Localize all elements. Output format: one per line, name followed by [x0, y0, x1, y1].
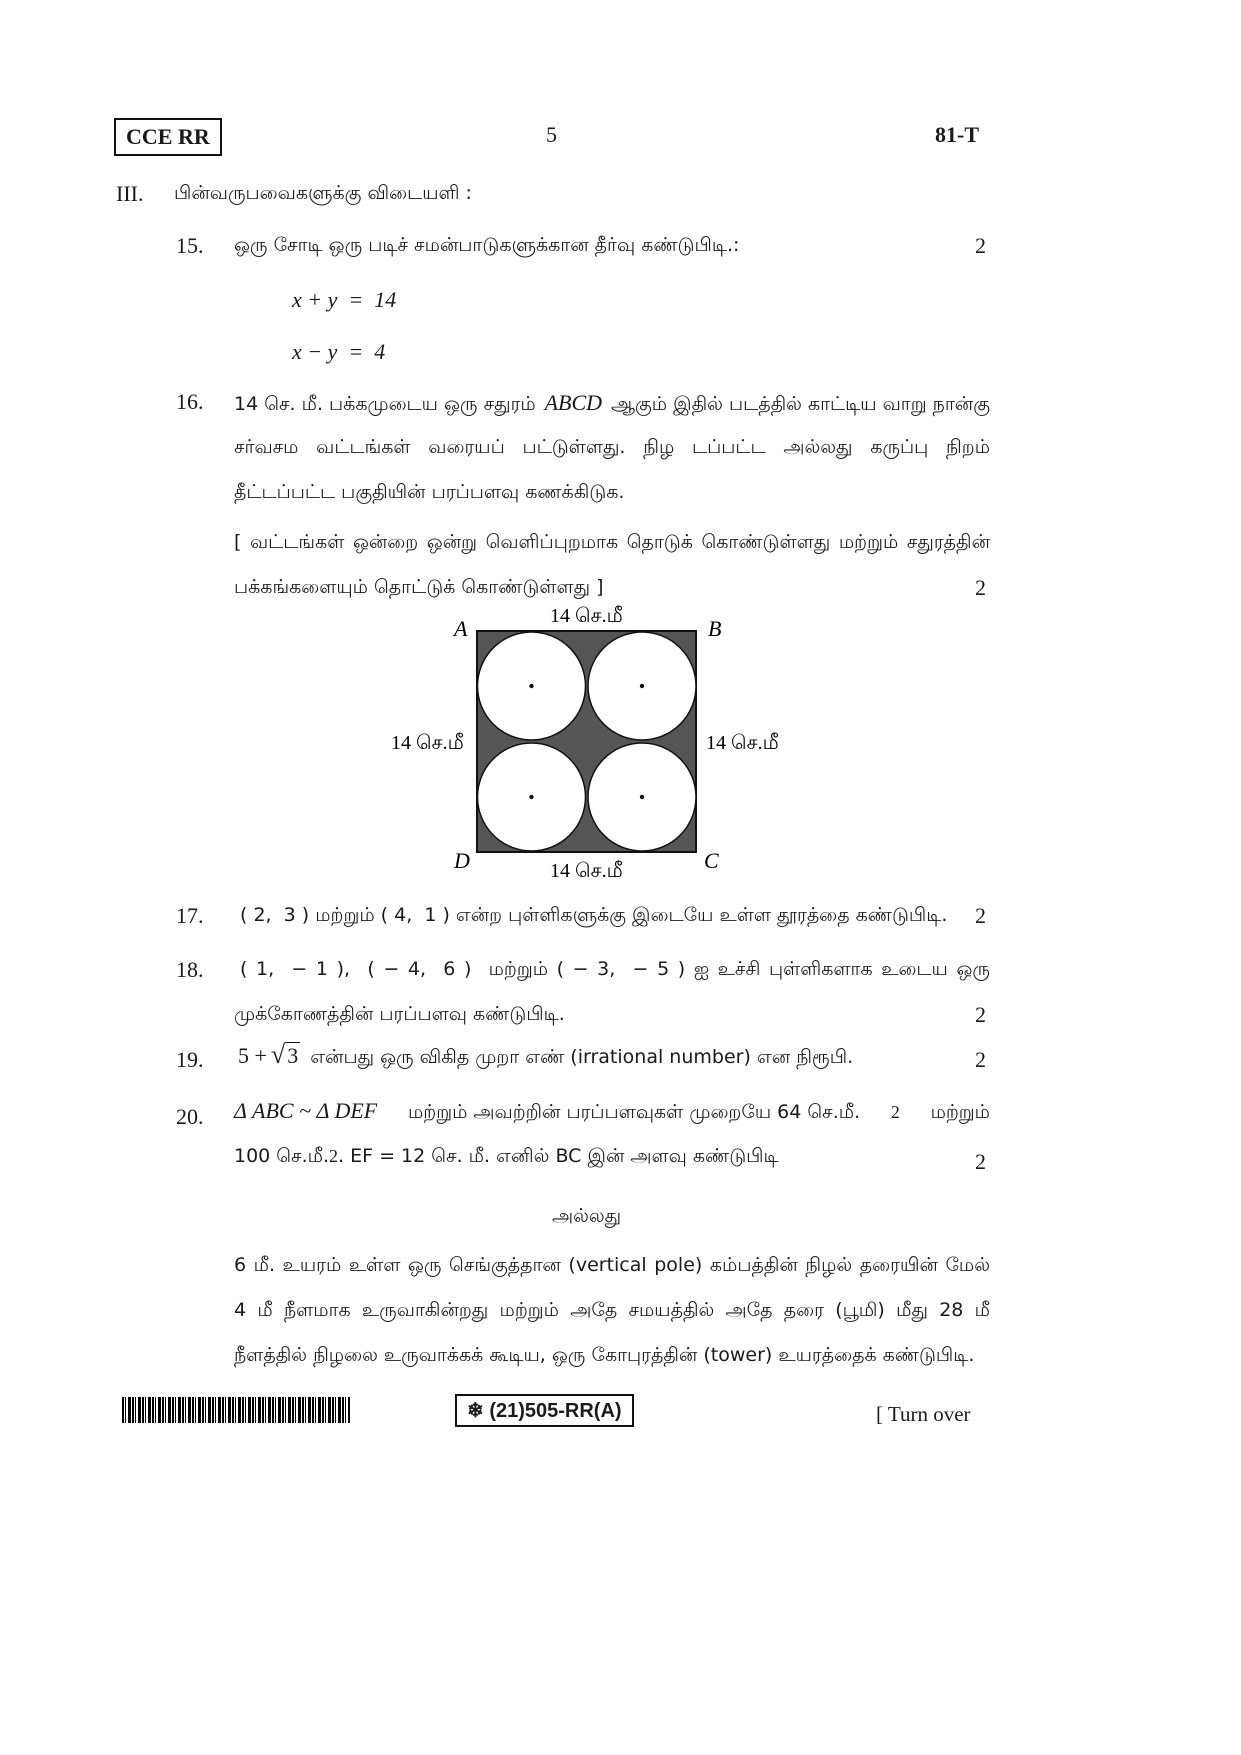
q16-line-3: தீட்டப்பட்ட பகுதியின் பரப்பளவு கணக்கிடுக. — [234, 481, 625, 503]
q16-marks: 2 — [975, 575, 986, 600]
q19-statement — [238, 1040, 853, 1071]
vertex-label-a: A — [454, 616, 468, 641]
barcode — [122, 1397, 350, 1423]
q20-line-1b: மற்றும் அவற்றின் பரப்பளவுகள் முறையே 64 செ.மீ. — [407, 1101, 861, 1123]
paper-code: 81-T — [935, 122, 979, 147]
q15-equation-1: x + y = 14 — [292, 287, 397, 312]
header-box-label: CCE RR — [114, 118, 222, 156]
side-label-right: 14 செ.மீ — [706, 732, 779, 754]
q16-line-1c: ஆகும் இதில் படத்தில் காட்டிய வாறு நான்கு — [610, 393, 990, 415]
q18-line-2: முக்கோணத்தின் பரப்பளவு கண்டுபிடி. — [234, 1003, 565, 1025]
q16-number: 16. — [176, 389, 204, 414]
q16-line-1 — [234, 390, 990, 418]
q16-line-4: [ வட்டங்கள் ஒன்றை ஒன்று வெளிப்புறமாக தொடுக் கொண்டுள்ளது மற்றும் சதுரத்தின் — [234, 531, 990, 553]
q20-superscript: 2 — [890, 1102, 900, 1122]
q19-number: 19. — [176, 1047, 204, 1072]
q18-marks: 2 — [975, 1002, 986, 1027]
side-label-top: 14 செ.மீ — [550, 605, 623, 627]
center-dot — [640, 684, 644, 688]
q15-text: ஒரு சோடி ஒரு படிச் சமன்பாடுகளுக்கான தீர்வு கண்டுபிடி.: — [234, 234, 740, 256]
q20-line-1c: மற்றும் — [930, 1101, 990, 1123]
vertex-label-b: B — [708, 616, 722, 641]
q16-square-label: ABCD — [544, 390, 603, 415]
or-label: அல்லது — [552, 1205, 622, 1227]
q20-alt-line-1: 6 மீ. உயரம் உள்ள ஒரு செங்குத்தான (vertical pole) கம்பத்தின் நிழல் தரையின் மேல் — [234, 1254, 990, 1276]
q16-line-5: பக்கங்களையும் தொட்டுக் கொண்டுள்ளது ] — [234, 576, 604, 598]
q20-line-2a: 100 செ.மீ. — [234, 1145, 330, 1167]
side-label-left: 14 செ.மீ — [391, 732, 464, 754]
q19-prefix: 5 + — [238, 1043, 267, 1068]
q19-text: என்பது ஒரு விகித முறா எண் (irrational number) என நிரூபி. — [310, 1046, 854, 1068]
q20-alt-line-2: 4 மீ நீளமாக உருவாகின்றது மற்றும் அதே சமயத்தில் அதே தரை (பூமி) மீது 28 மீ — [234, 1299, 990, 1321]
center-dot — [640, 795, 644, 799]
q19-marks: 2 — [975, 1047, 986, 1072]
q16-line-1a: 14 செ. மீ. பக்கமுடைய ஒரு சதுரம் — [234, 393, 536, 415]
q18-line-1: ( 1, − 1 ), ( − 4, 6 ) மற்றும் ( − 3, − 5 ) ஐ உச்சி புள்ளிகளாக உடைய ஒரு — [240, 958, 990, 980]
q15-number: 15. — [176, 233, 204, 258]
sqrt-icon: √ — [270, 1040, 286, 1069]
vertex-label-d: D — [454, 848, 470, 873]
center-dot — [529, 684, 533, 688]
q17-marks: 2 — [975, 903, 986, 928]
page-number: 5 — [546, 122, 557, 147]
side-label-bottom: 14 செ.மீ — [550, 860, 623, 882]
center-dot — [529, 795, 533, 799]
footer-code: ❄ (21)505-RR(A) — [455, 1394, 634, 1427]
q16-figure — [380, 600, 800, 890]
q20-line-1 — [234, 1098, 990, 1126]
q15-equation-2: x − y = 4 — [292, 339, 386, 364]
section-instruction: பின்வருபவைகளுக்கு விடையளி : — [174, 182, 472, 204]
q16-line-2: சர்வசம வட்டங்கள் வரையப் பட்டுள்ளது. நிழ டப்பட்ட அல்லது கருப்பு நிறம் — [234, 436, 990, 458]
q15-marks: 2 — [975, 233, 986, 258]
q20-marks: 2 — [975, 1149, 986, 1174]
q20-similarity: Δ ABC ~ Δ DEF — [234, 1098, 378, 1123]
q18-number: 18. — [176, 957, 204, 982]
q19-radicand: 3 — [287, 1043, 299, 1068]
q20-line-2 — [234, 1145, 779, 1170]
section-number: III. — [116, 181, 144, 206]
q17-number: 17. — [176, 903, 204, 928]
turn-over: [ Turn over — [876, 1402, 971, 1426]
vertex-label-c: C — [704, 848, 719, 873]
q20-alt-line-3: நீளத்தில் நிழலை உருவாக்கக் கூடிய, ஒரு கோபுரத்தின் (tower) உயரத்தைக் கண்டுபிடி. — [234, 1344, 975, 1366]
q20-number: 20. — [176, 1104, 204, 1129]
q20-line-2b: . EF = 12 செ. மீ. எனில் BC இன் அளவு கண்டுபிடி — [338, 1145, 779, 1167]
q20-superscript-2: 2 — [329, 1146, 339, 1166]
q17-text: ( 2, 3 ) மற்றும் ( 4, 1 ) என்ற புள்ளிகளுக்கு இடையே உள்ள தூரத்தை கண்டுபிடி. — [240, 904, 948, 926]
